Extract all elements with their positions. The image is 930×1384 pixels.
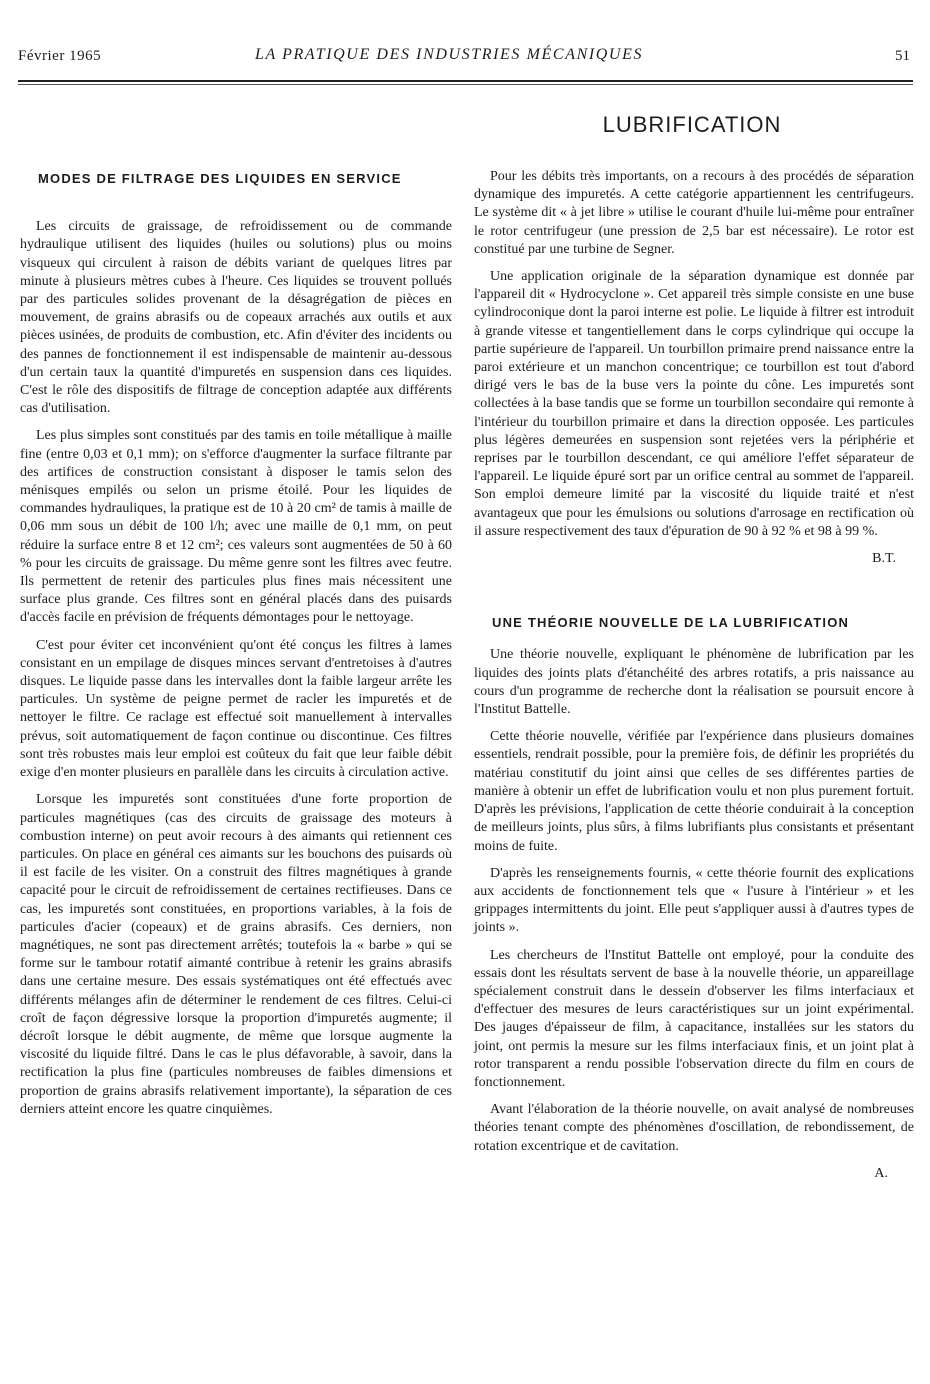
article-2-paragraph: Les chercheurs de l'Institut Battelle ont employé, pour la conduite des essais dont les résultats servent de base à la nouvelle théorie, un appareillage spécialement construit dans le dessein d'observer les films interfaciaux et d'effectuer des mesures de leurs caractéristiques sur un joint expérimental. Des jauges d'épaisseur de film, à capacitance, installées sur les stators du joint, ont permis la mesure sur les films interfaciaux finis, et un joint plat à rotor transparent a rendu possible l'observation directe du film en cours de fonctionnement. — [474, 947, 914, 1090]
page-number: 51 — [895, 48, 910, 64]
article-1-title: MODES DE FILTRAGE DES LIQUIDES EN SERVICE — [38, 171, 402, 186]
header-rule-thin — [18, 84, 913, 85]
left-column — [20, 168, 452, 1128]
article-1-paragraph: Les plus simples sont constitués par des tamis en toile métallique à maille fine (entre 0,03 et 0,1 mm); on s'efforce d'augmenter la surface filtrante par des artifices de construction consistant à disposer le tamis selon des ménisques empilés ou selon un prisme étoilé. Pour les liquides de commandes hydrauliques, la pratique est de 10 à 20 cm² de tamis à maille de 0,06 mm sous un débit de 100 l/h; avec une maille de 0,1 mm, on peut réduire la surface entre 8 et 12 cm²; ces valeurs sont augmentées de 50 à 60 % pour les circuits de graissage. Du même genre sont les filtres avec feutre. Ils permettent de retenir des particules plus fines mais nécessitent une surface plus grande. Ces filtres sont en général placés dans des puisards d'accès facile en prévision de fréquents démontages pour le nettoyage. — [20, 428, 452, 626]
article-2-signature: A. — [874, 1165, 888, 1181]
section-title-text: LUBRIFICATION — [602, 112, 782, 137]
article-2-paragraph: Cette théorie nouvelle, vérifiée par l'expérience dans plusieurs domaines essentiels, rendrait possible, pour la première fois, de définir les propriétés du matériau constitutif du joint ainsi que celles de ses différentes parties de manière à obtenir un effet de lubrification voulu et non plus purement fortuit. D'après les prévisions, l'application de cette théorie conduirait à la conception de meilleurs joints, plus sûrs, à films lubrifiants plus consistants et présentant moins de fuite. — [474, 729, 914, 854]
article-2-paragraph: Une théorie nouvelle, expliquant le phénomène de lubrification par les liquides des joints plats d'étanchéité des arbres rotatifs, a pris naissance au cours d'un programme de recherche dont la réalisation se poursuit encore à l'Institut Battelle. — [474, 647, 914, 718]
article-1-paragraph: Pour les débits très importants, on a recours à des procédés de séparation dynamique des impuretés. A cette catégorie appartiennent les centrifugeurs. Le système dit « à jet libre » utilise le courant d'huile lui-même pour entraîner le rotor centrifugeur (une pression de 2,5 bar est nécessaire). Le rotor est constitué par une turbine de Segner. — [474, 169, 914, 257]
article-1-paragraph: Une application originale de la séparation dynamique est donnée par l'appareil dit « Hydrocyclone ». Cet appareil très simple consiste en une buse cylindroconique dont la paroi interne est polie. Le liquide à filtrer est introduit à grande vitesse et tangentiellement dans le corps cylindrique qui occupe la partie supérieure de l'appareil. Un tourbillon primaire prend naissance entre la paroi extérieure et un manchon concentrique; ce tourbillon est tout d'abord dirigé vers le bas de la buse vers la pointe du cône. Les impuretés sont collectées à la base tandis que se forme un tourbillon secondaire qui remonte à l'intérieur du tourbillon primaire et dans la direction opposée. Les particules plus légères demeurées en suspension sont rejetées vers la périphérie et reprises par le tourbillon descendant, ce qui améliore l'effet séparateur de l'appareil. Le liquide épuré sort par un orifice central au sommet de l'appareil. Son emploi demeure limité par la viscosité du liquide traité et n'est avantageux que pour les émulsions ou solutions d'arrosage en rectification où il assure respectivement des taux d'épuration de 90 à 92 % et 98 à 99 %. — [474, 269, 914, 539]
page-header — [0, 46, 930, 70]
header-rule — [18, 80, 913, 82]
article-2-paragraph: Avant l'élaboration de la théorie nouvelle, on avait analysé de nombreuses théories tenant compte des phénomènes d'oscillation, de rebondissement, de rotation excentrique et de cavitation. — [474, 1102, 914, 1154]
article-2-title: UNE THÉORIE NOUVELLE DE LA LUBRIFICATION — [492, 615, 850, 631]
journal-title: LA PRATIQUE DES INDUSTRIES MÉCANIQUES — [255, 46, 644, 63]
article-1-signature: B.T. — [872, 551, 896, 567]
article-2-paragraph: D'après les renseignements fournis, « cette théorie fournit des explications aux accidents de fonctionnement tels que « l'usure à l'intérieur » et les grippages intermittents du joint. Elle peut s'appliquer aussi à d'autres types de joints ». — [474, 865, 914, 936]
article-1-paragraph: Lorsque les impuretés sont constituées d'une forte proportion de particules magnétiques (cas des circuits de graissage des moteurs à combustion interne) on peut avoir recours à des aimants qui retiennent ces particules. On place en général ces aimants sur les bouchons des puisards où il est facile de les visiter. On a construit des filtres magnétiques à grande capacité pour le circuit de refroidissement de certaines rectifieuses. Dans ce cas, les impuretés sont constituées, en proportions variables, à la fois de particules d'acier (copeaux) et de grains abrasifs. Ces derniers, non magnétiques, ne sont pas directement arrêtés; toutefois la « barbe » qui se forme sur le tambour rotatif aimanté contribue à retenir les grains abrasifs dans une certaine mesure. Des essais systématiques ont été effectués avec différents mélanges afin de déterminer le rendement de ces filtres. Celui-ci croît de façon dégressive lorsque la proportion d'impuretés augmente; il décroît lorsque le débit augmente, de même que lorsque augmente la viscosité du liquide filtré. Dans le cas le plus défavorable, à savoir, dans la rectification la plus fine (particules nombreuses de faibles dimensions et proportion de grains abrasifs relativement importante), la séparation de ces derniers atteint encore les quatre cinquièmes. — [20, 792, 452, 1117]
issue-date: Février 1965 — [18, 48, 102, 64]
right-column — [474, 168, 914, 1183]
section-title — [0, 112, 930, 138]
article-1-paragraph: Les circuits de graissage, de refroidissement ou de commande hydraulique utilisent des liquides (huiles ou solutions) plus ou moins visqueux qui circulent à raison de débits variant de quelques litres par minute à plusieurs mètres cubes à l'heure. Ces liquides se trouvent pollués par des particules solides provenant de la désagrégation de pièces en mouvement, de grains abrasifs ou de copeaux arrachés aux outils et aux pièces usinées, de produits de combustion, etc. Afin d'éviter des incidents ou des pannes de fonctionnement il est indispensable de maintenir au-dessous d'un certain taux la quantité d'impuretés en suspension dans ces liquides. C'est le rôle des dispositifs de filtrage de conception adaptée aux différents cas d'utilisation. — [20, 219, 452, 417]
article-1-paragraph: C'est pour éviter cet inconvénient qu'ont été conçus les filtres à lames consistant en un empilage de disques minces servant d'entretoises à d'autres disques. Le liquide passe dans les intervalles dont la faible largeur arrête les particules. Un système de peigne permet de racler les impuretés et de nettoyer le filtre. Ce raclage est effectué soit manuellement à intervalles prévus, soit automatiquement de façon continue ou discontinue. Ces filtres sont très robustes mais leur emploi est coûteux du fait que leur faible débit exige d'en monter plusieurs en parallèle dans les circuits à circulation active. — [20, 637, 452, 781]
